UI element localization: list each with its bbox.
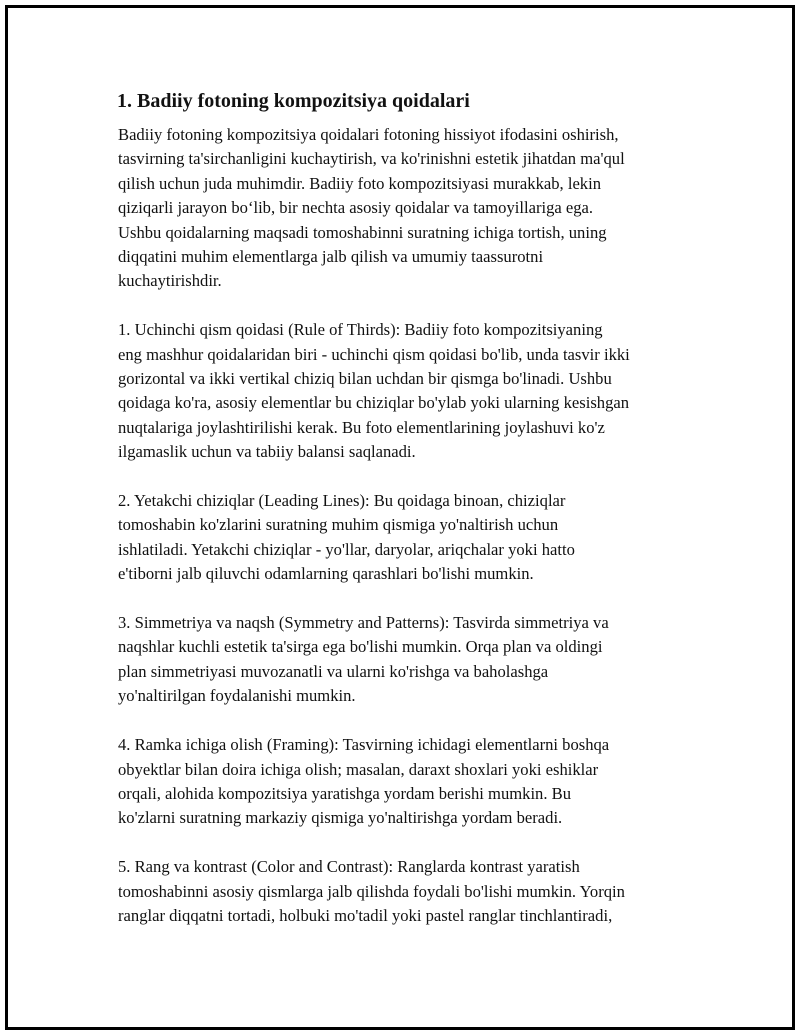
paragraph-line: tomoshabinni asosiy qismlarga jalb qilishda foydali bo'lishi mumkin. Yorqin [118, 881, 625, 901]
paragraph-line: 2. Yetakchi chiziqlar (Leading Lines): Bu qoidaga binoan, chiziqlar [118, 491, 566, 511]
document-title: 1. Badiiy fotoning kompozitsiya qoidalari [117, 90, 470, 112]
paragraph-line: tomoshabin ko'zlarini suratning muhim qismiga yo'naltirish uchun [118, 515, 559, 535]
paragraph-line: 4. Ramka ichiga olish (Framing): Tasvirning ichidagi elementlarni boshqa [118, 735, 610, 755]
paragraph-line: naqshlar kuchli estetik ta'sirga ega bo'lishi mumkin. Orqa plan va oldingi [118, 637, 603, 657]
paragraph-line: diqqatini muhim elementlarga jalb qilish va umumiy taassurotni [118, 247, 544, 267]
paragraph-line: Ushbu qoidalarning maqsadi tomoshabinni suratning ichiga tortish, uning [118, 222, 607, 242]
paragraph-line: Badiiy fotoning kompozitsiya qoidalari fotoning hissiyot ifodasini oshirish, [118, 125, 619, 144]
intro-paragraph [118, 123, 694, 294]
paragraph-line: e'tiborni jalb qiluvchi odamlarning qarashlari bo'lishi mumkin. [118, 564, 534, 584]
paragraph-line: eng mashhur qoidalaridan biri - uchinchi qism qoidasi bo'lib, unda tasvir ikki [118, 344, 630, 364]
paragraph-line: plan simmetriyasi muvozanatli va ularni ko'rishga va baholashga [118, 661, 549, 681]
paragraph-line: 3. Simmetriya va naqsh (Symmetry and Patterns): Tasvirda simmetriya va [118, 613, 609, 633]
paragraph-line: nuqtalariga joylashtirilishi kerak. Bu foto elementlarining joylashuvi ko'z [118, 417, 605, 437]
paragraph-line: kuchaytirishdir. [118, 271, 222, 291]
paragraph-line: qiziqarli jarayon bo‘lib, bir nechta asosiy qoidalar va tamoyillariga ega. [118, 198, 594, 218]
rule-of-thirds-paragraph [118, 318, 694, 464]
color-contrast-paragraph [118, 855, 694, 928]
paragraph-line: ko'zlarni suratning markaziy qismiga yo'naltirishga yordam beradi. [118, 808, 563, 828]
paragraph-line: ishlatiladi. Yetakchi chiziqlar - yo'llar, daryolar, ariqchalar yoki hatto [118, 539, 575, 559]
leading-lines-paragraph [118, 489, 694, 587]
paragraph-line: qilish uchun juda muhimdir. Badiiy foto kompozitsiyasi murakkab, lekin [118, 173, 602, 193]
paragraph-line: ranglar diqqatni tortadi, holbuki mo'tadil yoki pastel ranglar tinchlantiradi, [118, 905, 613, 925]
document-body [114, 88, 694, 953]
paragraph-line: orqali, alohida kompozitsiya yaratishga yordam berishi mumkin. Bu [118, 783, 572, 803]
paragraph-line: 5. Rang va kontrast (Color and Contrast): Ranglarda kontrast yaratish [118, 857, 580, 877]
framing-paragraph [118, 733, 694, 831]
symmetry-paragraph [118, 611, 694, 709]
paragraph-line: ilgamaslik uchun va tabiiy balansi saqlanadi. [118, 442, 416, 462]
paragraph-line: gorizontal va ikki vertikal chiziq bilan uchdan bir qismga bo'linadi. Ushbu [118, 369, 612, 389]
paragraph-line: obyektlar bilan doira ichiga olish; masalan, daraxt shoxlari yoki eshiklar [118, 759, 599, 779]
paragraph-line: yo'naltirilgan foydalanishi mumkin. [118, 686, 356, 706]
paragraph-line: qoidaga ko'ra, asosiy elementlar bu chiziqlar bo'ylab yoki ularning kesishgan [118, 393, 630, 413]
paragraph-line: 1. Uchinchi qism qoidasi (Rule of Thirds): Badiiy foto kompozitsiyaning [118, 320, 603, 340]
paragraph-line: tasvirning ta'sirchanligini kuchaytirish, va ko'rinishni estetik jihatdan ma'qul [118, 149, 625, 169]
